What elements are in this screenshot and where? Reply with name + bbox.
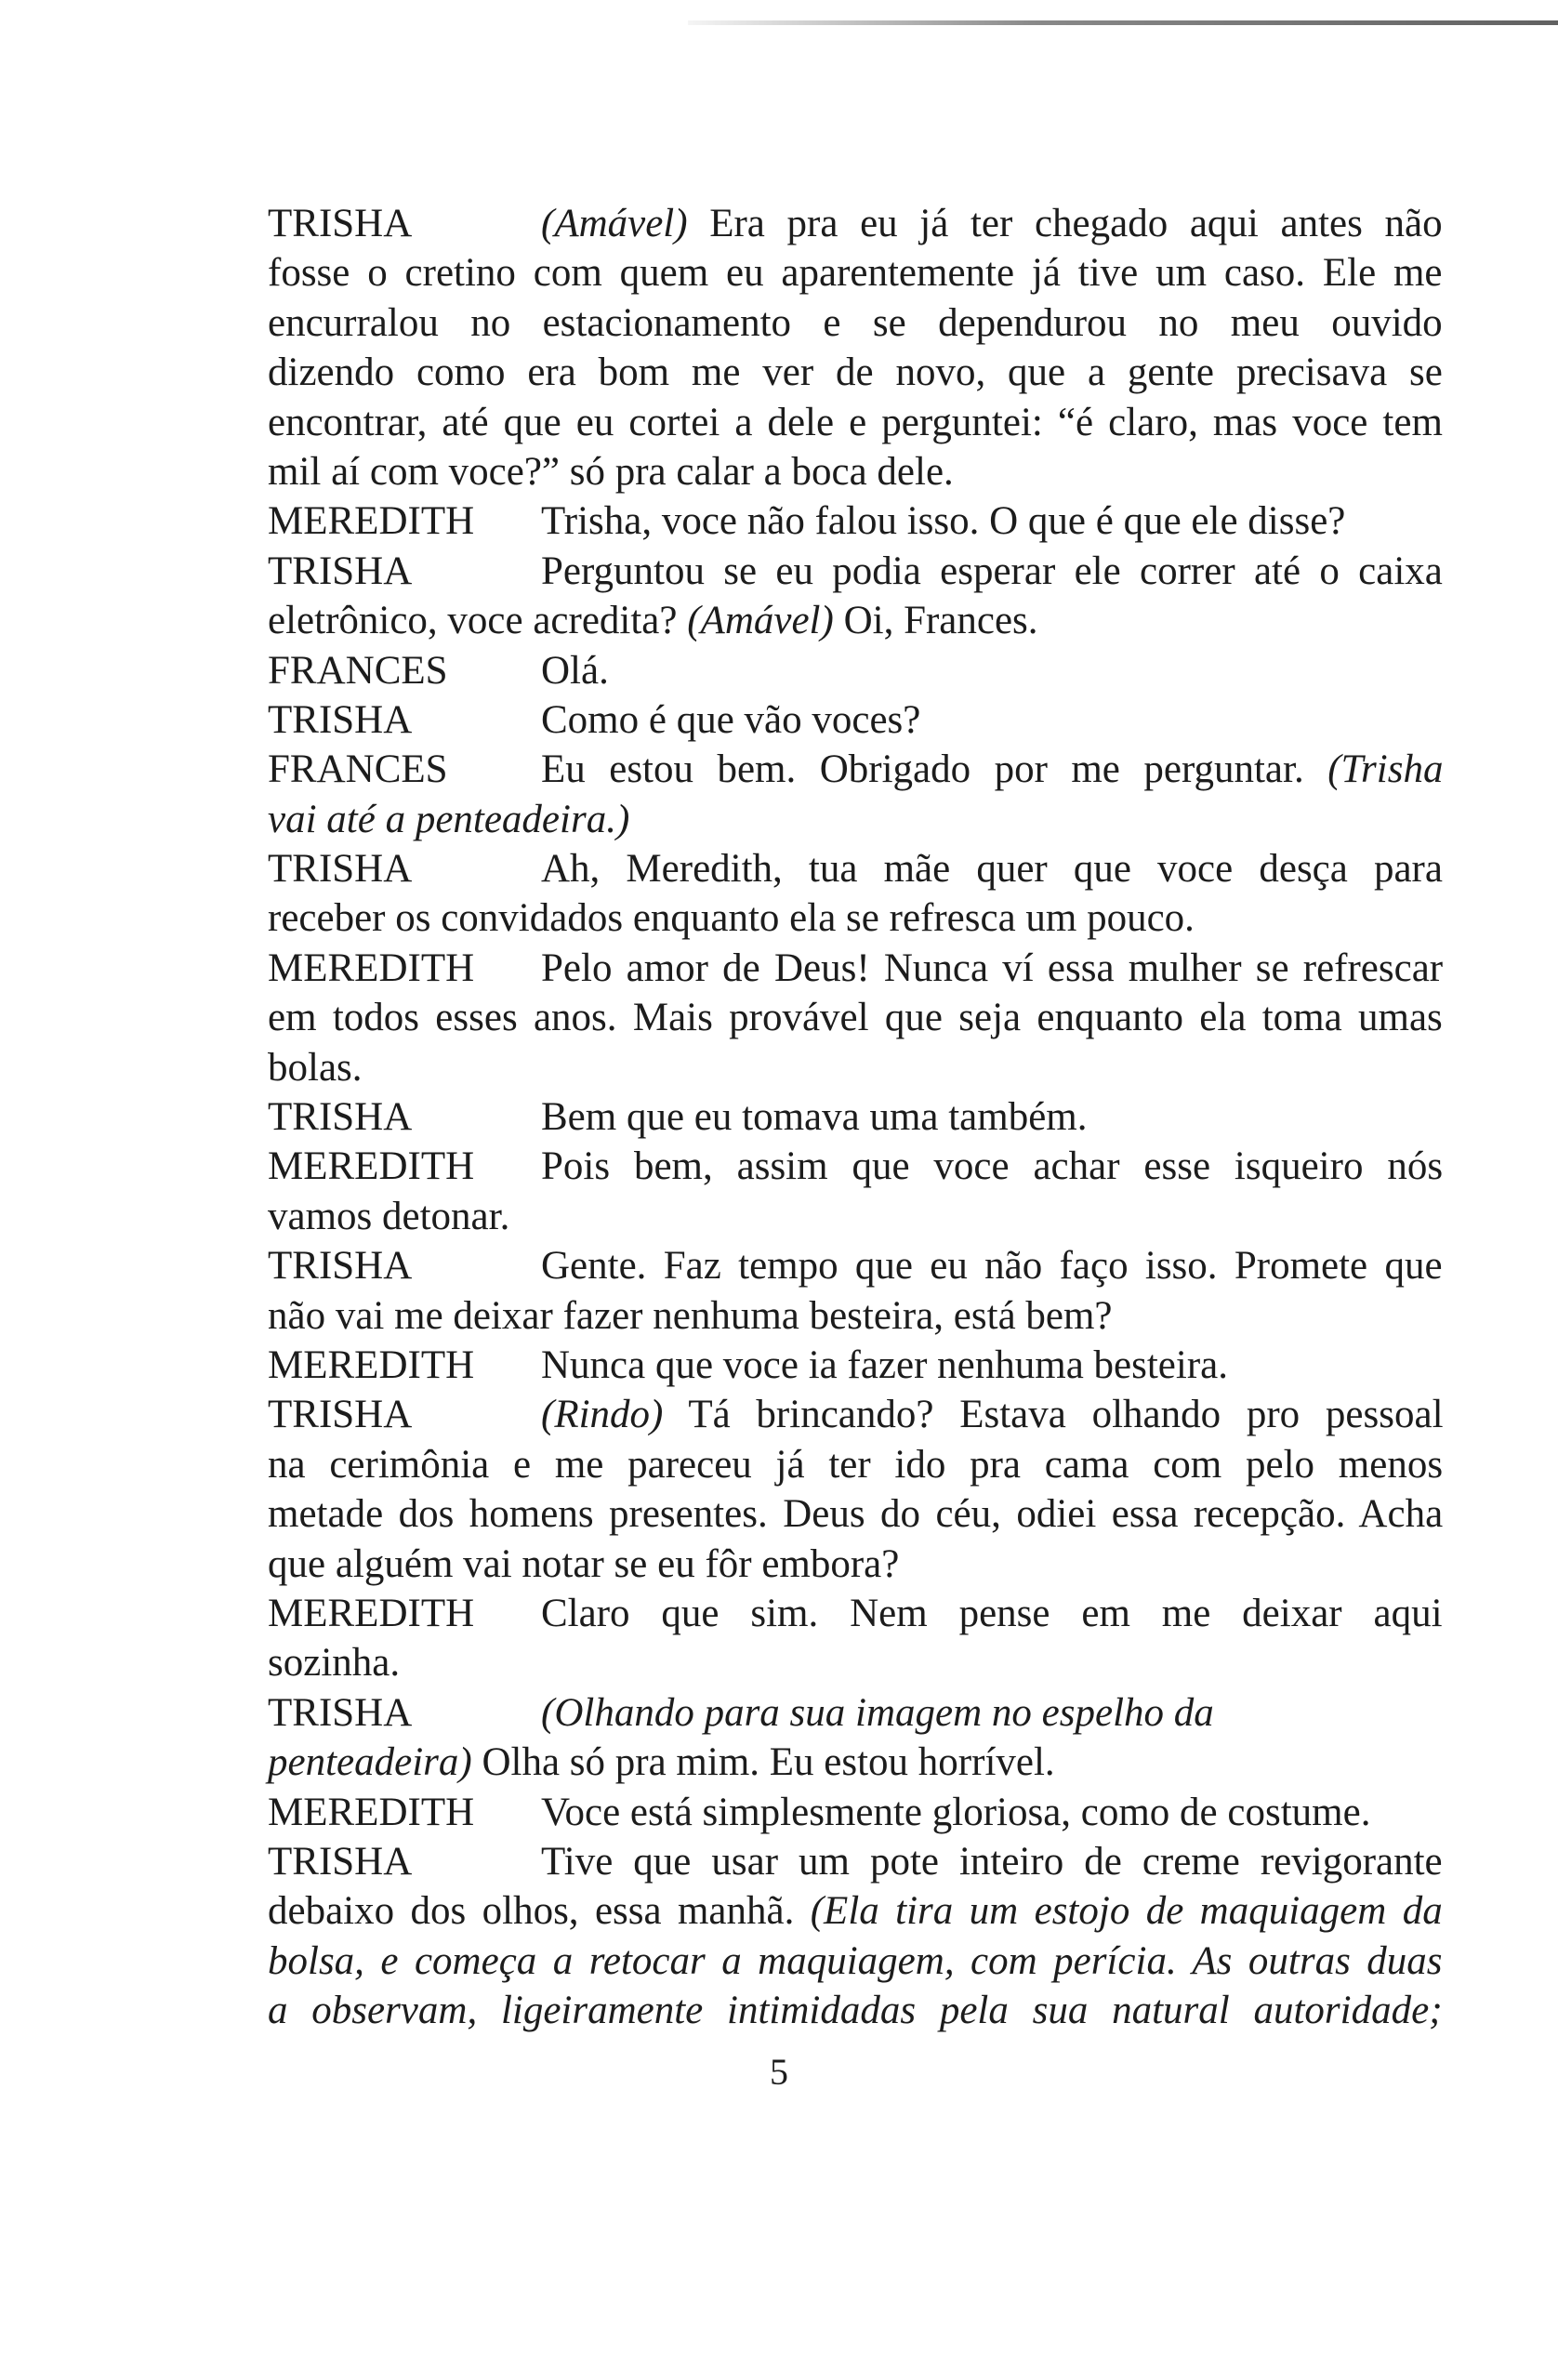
dialogue-text: Voce está simplesmente gloriosa, como de costume. — [541, 1790, 1371, 1834]
script-line — [268, 795, 1443, 844]
dialogue-text: fosse o cretino com quem eu aparentemente já tive um caso. Ele me — [268, 251, 1443, 296]
speaker-name: FRANCES — [268, 747, 448, 792]
dialogue-text: encurralou no estacionamento e se dependurou no meu ouvido — [268, 300, 1443, 345]
dialogue-text: metade dos homens presentes. Deus do céu, odiei essa recepção. Acha — [268, 1492, 1444, 1537]
dialogue-text: vamos detonar. — [268, 1194, 510, 1238]
dialogue-text: Olá. — [541, 648, 609, 693]
dialogue-text: receber os convidados enquanto ela se refresca um pouco. — [268, 896, 1195, 941]
speaker-name: FRANCES — [268, 648, 448, 693]
script-line — [268, 1738, 1443, 1787]
script-line — [268, 1390, 1443, 1439]
speaker-name: MEREDITH — [268, 1342, 475, 1387]
script-line — [268, 496, 1443, 546]
speaker-name: MEREDITH — [268, 1790, 475, 1834]
dialogue-text: encontrar, até que eu cortei a dele e perguntei: “é claro, mas voce tem — [268, 400, 1443, 444]
dialogue-text: sozinha. — [268, 1641, 401, 1686]
dialogue-text: que alguém vai notar se eu fôr embora? — [268, 1541, 900, 1586]
dialogue-text: Trisha, voce não falou isso. O que é que ele disse? — [541, 499, 1346, 544]
script-line — [268, 745, 1443, 794]
stage-direction: (Rindo) — [541, 1393, 664, 1437]
scan-edge-line — [688, 20, 1558, 25]
stage-direction: bolsa, e começa a retocar a maquiagem, com perícia. As outras duas — [268, 1938, 1443, 1983]
script-line — [268, 1886, 1443, 1936]
script-line — [268, 1192, 1443, 1241]
script-line — [268, 944, 1443, 993]
stage-direction: (Amável) — [541, 202, 688, 245]
dialogue-text: Olha só pra mim. Eu estou horrível. — [471, 1740, 1055, 1785]
script-line — [268, 646, 1443, 695]
dialogue-text: Nunca que voce ia fazer nenhuma besteira. — [541, 1342, 1228, 1387]
dialogue-text: Claro que sim. Nem pense em me deixar aqui — [541, 1591, 1443, 1635]
stage-direction: vai até a penteadeira.) — [268, 797, 630, 841]
speaker-name: TRISHA — [268, 1244, 413, 1289]
script-line — [268, 199, 1443, 248]
script-line — [268, 248, 1443, 298]
dialogue-text: Bem que eu tomava uma também. — [541, 1095, 1088, 1140]
script-line — [268, 1092, 1443, 1142]
script-line — [268, 1241, 1443, 1290]
stage-direction: a observam, ligeiramente intimidadas pela sua natural autoridade; — [268, 1989, 1443, 2033]
dialogue-text: não vai me deixar fazer nenhuma besteira, está bem? — [268, 1293, 1113, 1338]
dialogue-text: Era pra eu já ter chegado aqui antes não — [687, 202, 1443, 245]
script-line — [268, 596, 1443, 645]
script-line — [268, 348, 1443, 397]
speaker-name: TRISHA — [268, 847, 413, 892]
script-line — [268, 398, 1443, 447]
speaker-name: TRISHA — [268, 1690, 413, 1735]
dialogue-text: Como é que vão voces? — [541, 697, 921, 742]
dialogue-text: Ah, Meredith, tua mãe quer que voce desça para — [541, 847, 1443, 892]
play-script-text — [268, 199, 1443, 2035]
speaker-name: MEREDITH — [268, 1144, 475, 1189]
dialogue-text: Eu estou bem. Obrigado por me perguntar. — [541, 747, 1328, 792]
stage-direction: (Olhando para sua imagem no espelho da — [541, 1690, 1214, 1735]
script-line — [268, 893, 1443, 943]
script-line — [268, 844, 1443, 893]
script-line — [268, 1043, 1443, 1092]
speaker-name: TRISHA — [268, 1839, 413, 1884]
script-line — [268, 298, 1443, 348]
stage-direction: (Trisha — [1327, 747, 1444, 792]
script-line — [268, 993, 1443, 1042]
script-line — [268, 1788, 1443, 1837]
dialogue-text: mil aí com voce?” só pra calar a boca dele. — [268, 449, 954, 494]
speaker-name: MEREDITH — [268, 945, 475, 990]
script-line — [268, 1489, 1443, 1539]
script-line — [268, 1440, 1443, 1489]
script-line — [268, 1986, 1443, 2035]
script-line — [268, 1688, 1443, 1738]
dialogue-text: Perguntou se eu podia esperar ele correr até o caixa — [541, 549, 1443, 593]
dialogue-text: na cerimônia e me pareceu já ter ido pra cama com pelo menos — [268, 1442, 1444, 1487]
script-line — [268, 1937, 1443, 1986]
dialogue-text: Tive que usar um pote inteiro de creme revigorante — [541, 1839, 1443, 1884]
script-line — [268, 1589, 1443, 1638]
script-line — [268, 1837, 1443, 1886]
script-line — [268, 1291, 1443, 1341]
speaker-name: TRISHA — [268, 1095, 413, 1140]
script-line — [268, 547, 1443, 596]
speaker-name: MEREDITH — [268, 499, 475, 544]
script-line — [268, 447, 1443, 496]
stage-direction: penteadeira) — [268, 1740, 472, 1785]
dialogue-text: eletrônico, voce acredita? — [268, 599, 688, 643]
page-number: 5 — [770, 2051, 788, 2093]
dialogue-text: dizendo como era bom me ver de novo, que a gente precisava se — [268, 350, 1443, 395]
dialogue-text: Oi, Frances. — [833, 599, 1038, 643]
dialogue-text: em todos esses anos. Mais provável que seja enquanto ela toma umas — [268, 996, 1443, 1040]
dialogue-text: debaixo dos olhos, essa manhã. — [268, 1889, 811, 1934]
dialogue-text: bolas. — [268, 1045, 363, 1090]
script-line — [268, 1540, 1443, 1589]
speaker-name: TRISHA — [268, 202, 413, 245]
dialogue-text: Gente. Faz tempo que eu não faço isso. Promete que — [541, 1244, 1443, 1289]
speaker-name: TRISHA — [268, 697, 413, 742]
stage-direction: (Ela tira um estojo de maquiagem da — [810, 1889, 1443, 1934]
script-line — [268, 1142, 1443, 1191]
script-line — [268, 1638, 1443, 1687]
speaker-name: TRISHA — [268, 1393, 413, 1437]
stage-direction: (Amável) — [687, 599, 834, 643]
script-line — [268, 1341, 1443, 1390]
dialogue-text: Pois bem, assim que voce achar esse isqueiro nós — [541, 1144, 1444, 1189]
dialogue-text: Pelo amor de Deus! Nunca ví essa mulher se refrescar — [541, 945, 1444, 990]
dialogue-text: Tá brincando? Estava olhando pro pessoal — [663, 1393, 1444, 1437]
script-line — [268, 695, 1443, 745]
speaker-name: MEREDITH — [268, 1591, 475, 1635]
speaker-name: TRISHA — [268, 549, 413, 593]
